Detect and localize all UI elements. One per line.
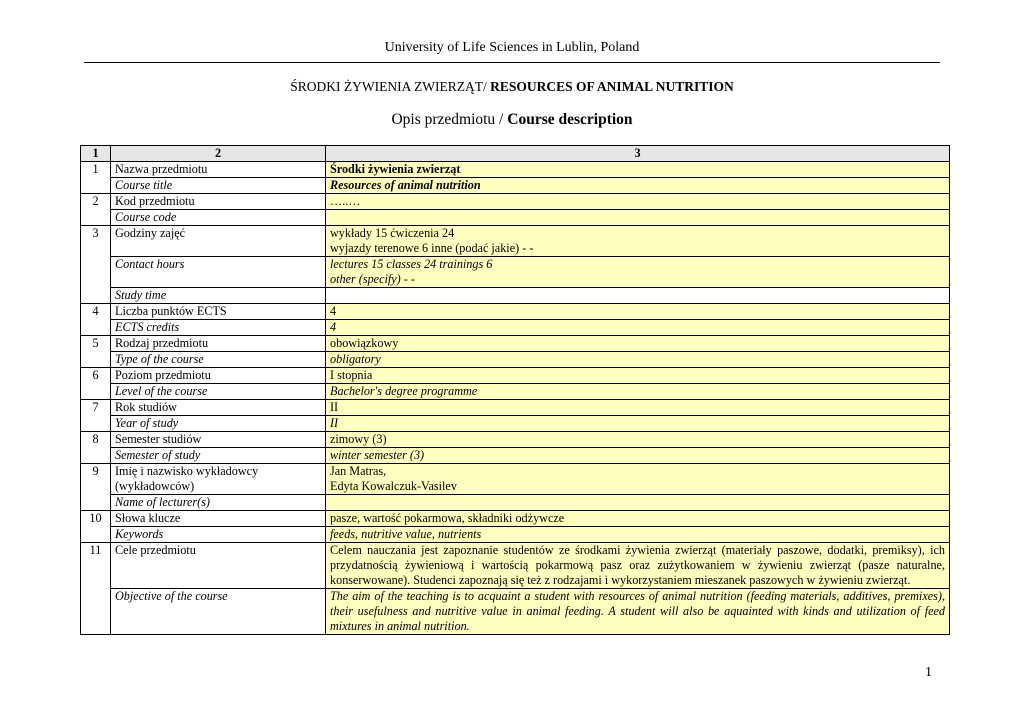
field-value: pasze, wartość pokarmowa, składniki odżywcze: [326, 511, 950, 527]
table-row: [81, 304, 950, 320]
row-number: 1: [81, 162, 111, 194]
table-row: [81, 368, 950, 384]
field-label: Semester studiów: [111, 432, 326, 448]
field-value: [326, 288, 950, 304]
field-label: Year of study: [111, 416, 326, 432]
row-number: 9: [81, 464, 111, 511]
field-label: Study time: [111, 288, 326, 304]
field-value: 4: [326, 304, 950, 320]
field-value: II: [326, 400, 950, 416]
title-english: RESOURCES OF ANIMAL NUTRITION: [490, 79, 734, 94]
table-row: [81, 589, 950, 635]
row-number: 2: [81, 194, 111, 226]
lecturer-name: Jan Matras,: [330, 464, 387, 478]
table-row: [81, 194, 950, 210]
field-value-line: wyjazdy terenowe 6 inne (podać jakie) - -: [330, 241, 534, 255]
field-value: [326, 257, 950, 288]
column-header: 3: [326, 146, 950, 162]
table-header-row: [81, 146, 950, 162]
field-value: The aim of the teaching is to acquaint a student with resources of animal nutrition (feeding materials, additives, premixes), their usefulness and nutritive value in animal feeding. A student will also be aquainted with kinds and utilization of feed mixtures in animal nutrition.: [326, 589, 950, 635]
table-row: [81, 288, 950, 304]
field-value: II: [326, 416, 950, 432]
table-row: [81, 495, 950, 511]
table-row: [81, 511, 950, 527]
document-title: [0, 79, 1024, 95]
field-value: I stopnia: [326, 368, 950, 384]
table-row: [81, 226, 950, 257]
field-label-line: (wykładowców): [115, 479, 195, 493]
field-label: Poziom przedmiotu: [111, 368, 326, 384]
table-row: [81, 178, 950, 194]
field-label: Keywords: [111, 527, 326, 543]
field-label: Cele przedmiotu: [111, 543, 326, 589]
field-value-line: wykłady 15 ćwiczenia 24: [330, 226, 455, 240]
field-value: winter semester (3): [326, 448, 950, 464]
page-number: 1: [925, 665, 932, 680]
field-label: Level of the course: [111, 384, 326, 400]
row-number: 7: [81, 400, 111, 432]
field-label: Nazwa przedmiotu: [111, 162, 326, 178]
document-subtitle: [0, 111, 1024, 129]
field-value-line: other (specify) - -: [330, 272, 415, 286]
table-row: [81, 336, 950, 352]
table-row: [81, 527, 950, 543]
field-label: [111, 464, 326, 495]
table-row: [81, 210, 950, 226]
field-value: [326, 495, 950, 511]
table-row: [81, 543, 950, 589]
row-number: 4: [81, 304, 111, 336]
table-row: [81, 464, 950, 495]
field-label: Słowa klucze: [111, 511, 326, 527]
row-number: 6: [81, 368, 111, 400]
field-value: [326, 464, 950, 495]
column-header: 1: [81, 146, 111, 162]
lecturer-name: Edyta Kowalczuk-Vasilev: [330, 479, 457, 493]
field-label: Name of lecturer(s): [111, 495, 326, 511]
field-value: obowiązkowy: [326, 336, 950, 352]
field-value: Środki żywienia zwierząt: [326, 162, 950, 178]
row-number: 5: [81, 336, 111, 368]
row-number: 10: [81, 511, 111, 543]
row-number: 8: [81, 432, 111, 464]
table-row: [81, 320, 950, 336]
university-header: University of Life Sciences in Lublin, Poland: [84, 40, 940, 63]
field-value: feeds, nutritive value, nutrients: [326, 527, 950, 543]
field-value: [326, 226, 950, 257]
field-label: Course code: [111, 210, 326, 226]
row-number: 3: [81, 226, 111, 304]
subtitle-english: Course description: [507, 111, 633, 128]
field-value: Resources of animal nutrition: [326, 178, 950, 194]
field-label: Rok studiów: [111, 400, 326, 416]
table-row: [81, 352, 950, 368]
field-label: Liczba punktów ECTS: [111, 304, 326, 320]
field-value: 4: [326, 320, 950, 336]
field-label: Semester of study: [111, 448, 326, 464]
field-value: Bachelor's degree programme: [326, 384, 950, 400]
column-header: 2: [111, 146, 326, 162]
field-value-line: lectures 15 classes 24 trainings 6: [330, 257, 493, 271]
field-label: Course title: [111, 178, 326, 194]
field-label: Godziny zajęć: [111, 226, 326, 257]
field-value: obligatory: [326, 352, 950, 368]
field-label: Rodzaj przedmiotu: [111, 336, 326, 352]
field-value: Celem nauczania jest zapoznanie studentów ze środkami żywienia zwierząt (materiały paszowe, dodatki, premiksy), ich przydatnością żywieniową i wartością pokarmową pasz oraz zużytkowaniem w żywieniu zwierząt (pasze naturalne, konserwowane). Studenci zapoznają się też z rodzajami i wykorzystaniem mieszanek paszowych w żywieniu zwierząt.: [326, 543, 950, 589]
field-value: …..…: [326, 194, 950, 210]
table-row: [81, 416, 950, 432]
field-label: Contact hours: [111, 257, 326, 288]
field-label-line: Imię i nazwisko wykładowcy: [115, 464, 259, 478]
field-label: ECTS credits: [111, 320, 326, 336]
table-row: [81, 384, 950, 400]
field-value: [326, 210, 950, 226]
field-value: zimowy (3): [326, 432, 950, 448]
table-row: [81, 257, 950, 288]
table-row: [81, 400, 950, 416]
field-label: Type of the course: [111, 352, 326, 368]
row-number: 11: [81, 543, 111, 635]
table-row: [81, 162, 950, 178]
table-row: [81, 432, 950, 448]
subtitle-polish: Opis przedmiotu /: [391, 111, 508, 128]
title-polish: ŚRODKI ŻYWIENIA ZWIERZĄT/: [290, 79, 491, 94]
table-row: [81, 448, 950, 464]
course-description-table: [80, 145, 950, 635]
field-label: Kod przedmiotu: [111, 194, 326, 210]
field-label: Objective of the course: [111, 589, 326, 635]
